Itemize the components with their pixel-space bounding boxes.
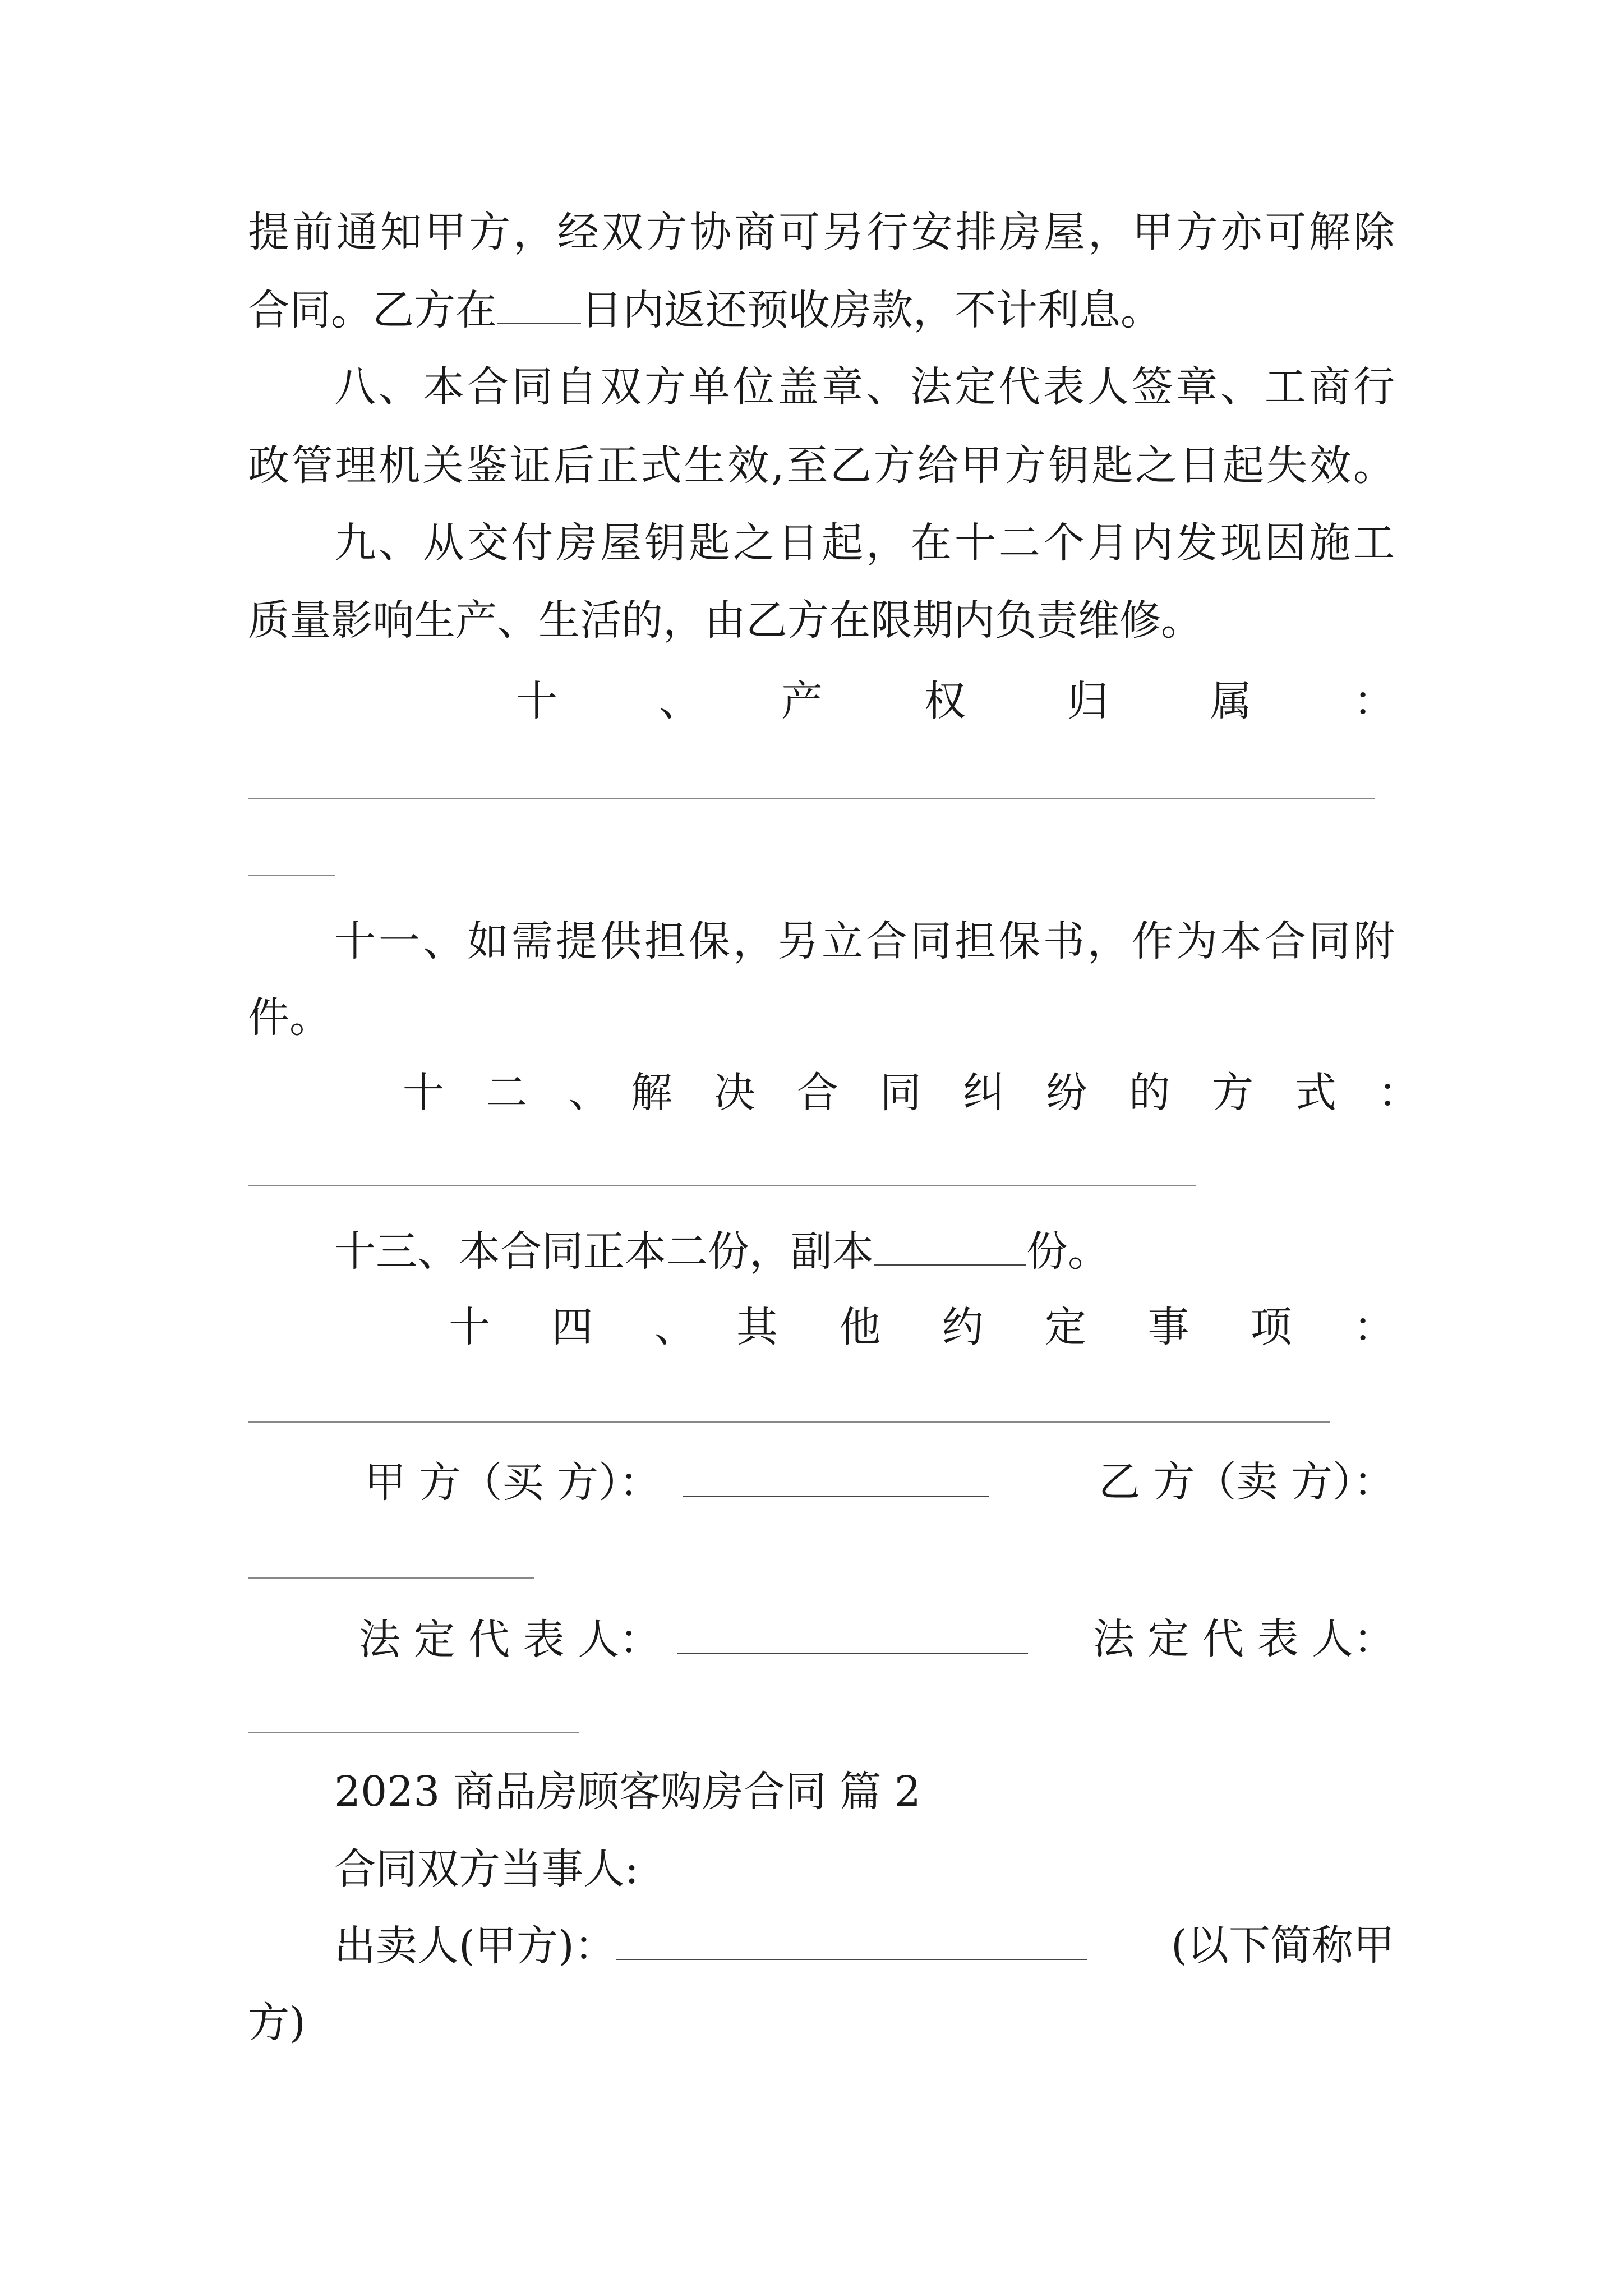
text-line: 政管理机关鉴证后正式生效,至乙方给甲方钥匙之日起失效。 xyxy=(248,441,1395,490)
section-heading: 十 四 、 其 他 约 定 事 项 ： xyxy=(449,1303,1395,1351)
fill-line xyxy=(248,1185,1196,1186)
text-line: 九、从交付房屋钥匙之日起，在十二个月内发现因施工 xyxy=(334,519,1395,567)
text-line: 十三、本合同正本二份，副本 份。 xyxy=(334,1223,1395,1279)
section-heading: 十 二 、 解 决 合 同 纠 纷 的 方 式 ： xyxy=(403,1069,1419,1117)
fill-line xyxy=(248,1732,579,1733)
blank-field xyxy=(497,282,581,324)
section-heading: 十 、 产 权 归 属 ： xyxy=(516,677,1395,725)
signature-line: 甲 方（买 方）： 乙 方（卖 方）： xyxy=(365,1454,1395,1510)
fill-line xyxy=(248,798,1375,799)
fill-line xyxy=(248,1421,1330,1423)
fill-line xyxy=(248,1577,534,1579)
blank-field xyxy=(677,1611,1028,1654)
blank-field xyxy=(874,1223,1026,1266)
text-line: 质量影响生产、生活的，由乙方在限期内负责维修。 xyxy=(248,596,1202,645)
text-line: 提前通知甲方，经双方协商可另行安排房屋，甲方亦可解除 xyxy=(248,208,1395,256)
text-line: 十一、如需提供担保，另立合同担保书，作为本合同附 xyxy=(334,917,1395,965)
text-line: 方) xyxy=(248,1999,306,2047)
signature-line: 法 定 代 表 人： 法 定 代 表 人： xyxy=(359,1611,1395,1667)
text-line: 出卖人(甲方)： (以下简称甲 xyxy=(334,1917,1395,1973)
text-line: 合同。乙方在 日内返还预收房款，不计利息。 xyxy=(248,282,1395,338)
section-title: 2023 商品房顾客购房合同 篇 2 xyxy=(334,1768,921,1816)
blank-field xyxy=(683,1454,989,1497)
text-line: 八、本合同自双方单位盖章、法定代表人签章、工商行 xyxy=(334,363,1395,411)
blank-field xyxy=(616,1917,1087,1960)
fill-line xyxy=(248,875,335,876)
text-line: 件。 xyxy=(248,993,331,1042)
text-line: 合同双方当事人: xyxy=(334,1845,639,1893)
